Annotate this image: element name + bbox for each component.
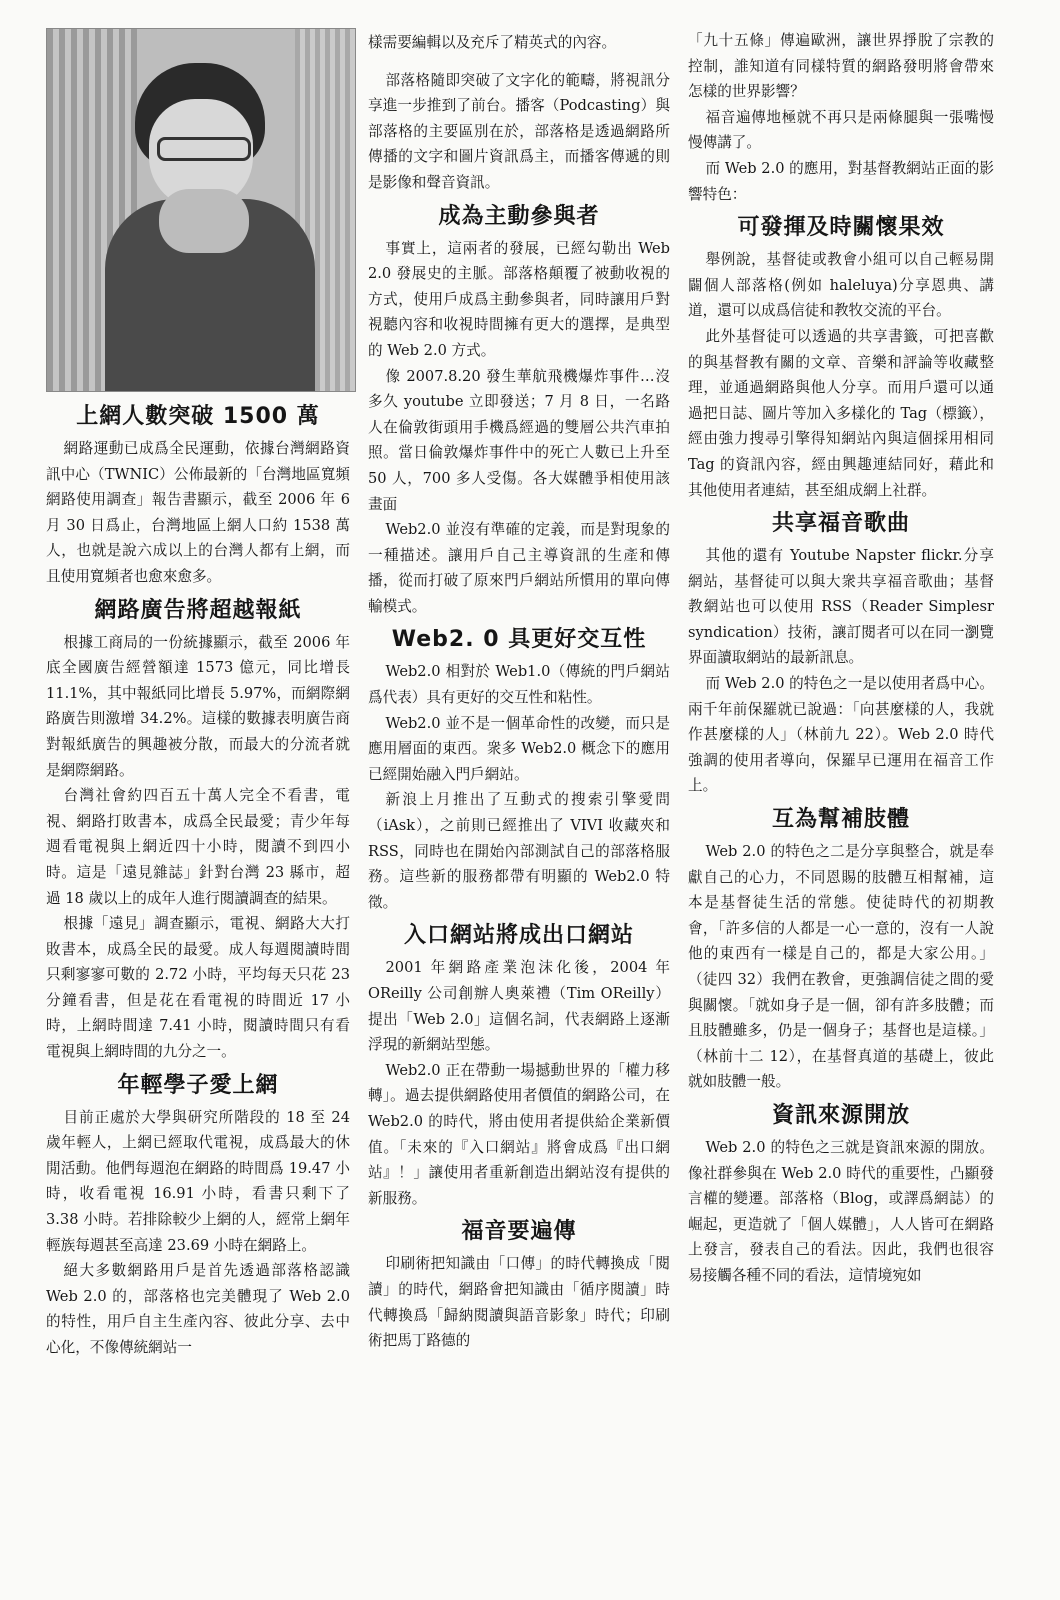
paragraph: 像 2007.8.20 發生華航飛機爆炸事件…沒多久 youtube 立即發送；7 月 8 日，一名路人在倫敦街頭用手機爲經過的雙層公共汽車拍照。當日倫敦爆炸事件中的死亡人數已上升至 50 人，700 多人受傷。各大媒體爭相使用該畫面 (368, 367, 670, 513)
paragraph: 2001 年網路產業泡沫化後，2004 年 OReilly 公司創辦人奧萊禮（Tim OReilly）提出「Web 2.0」這個名詞，代表網路上逐漸浮現的新網站型態。 (368, 959, 670, 1054)
section-heading: 資訊來源開放 (771, 1102, 910, 1128)
paragraph: 事實上，這兩者的發展，已經勾勒出 Web 2.0 發展史的主脈。部落格顛覆了被動收視的方式，使用戶成爲主動參與者，同時讓用戶對視聽內容和收視時間擁有更大的選擇，是典型的 Web 2.0 方式。 (368, 239, 670, 359)
paragraph: Web 2.0 的特色之二是分享與整合，就是奉獻自己的心力，不同恩賜的肢體互相幫補，這本是基督徒生活的常態。使徒時代的初期教會，「許多信的人都是一心一意的，沒有一人說他的東西有一樣是自己的，都是大家公用。」（徒四 32）我們在教會，更強調信徒之間的愛與關懷。「就如身子是一個，卻有許多肢體；而且肢體雖多，仍是一個身子；基督也是這樣。」（林前十二 12），在基督真道的基礎上，彼此就如肢體一般。 (688, 843, 994, 1091)
speaker-photo (46, 28, 356, 392)
paragraph: 印刷術把知識由「口傳」的時代轉換成「閱讀」的時代，網路會把知識由「循序閱讀」時代轉換爲「歸納閱讀與語音影象」時代；印刷術把馬丁路德的 (368, 1255, 670, 1350)
paragraph: Web2.0 相對於 Web1.0（傳統的門戶網站爲代表）具有更好的交互性和粘性。 (368, 663, 670, 707)
section-heading: 可發揮及時關懷果效 (737, 215, 945, 241)
paragraph: 目前正處於大學與研究所階段的 18 至 24 歲年輕人，上網已經取代電視，成爲最大的休閒活動。他們每週泡在網路的時間爲 19.47 小時，收看電視 16.91 小時，看書只剩下了 3.38 小時。若排除較少上網的人，經常上網年輕族每週甚至高達 23.69 小時在網路上。 (46, 1108, 350, 1254)
column-1 (46, 28, 350, 1361)
paragraph: 其他的還有 Youtube Napster flickr.分享網站，基督徒可以與大衆共享福音歌曲；基督教網站也可以使用 RSS（Reader Simplesr syndication）技術，讓訂閱者可以在同一瀏覽界面讀取網站的最新訊息。 (688, 547, 994, 667)
paragraph: 根據工商局的一份統據顯示，截至 2006 年底全國廣告經營額達 1573 億元，同比增長 11.1%，其中報紙同比增長 5.97%，而網際網路廣告則激增 34.2%。這樣的數據表明廣告商對報紙廣告的興趣被分散，而最大的分流者就是網際網路。 (46, 633, 350, 779)
paragraph: Web 2.0 的特色之三就是資訊來源的開放。像社群參與在 Web 2.0 時代的重要性，凸顯發言權的變遷。部落格（Blog，或譯爲網誌）的崛起，更造就了「個人媒體」，人人皆可在網路上發言，發表自己的看法。因此，我們也很容易接觸各種不同的看法，這情境宛如 (688, 1138, 994, 1284)
paragraph: 絕大多數網路用戶是首先透過部落格認識 Web 2.0 的，部落格也完美體現了 Web 2.0 的特性，用戶自主生產內容、彼此分享、去中心化，不像傳統網站一 (46, 1262, 350, 1356)
paragraph: 此外基督徒可以透過的共享書籤，可把喜歡的與基督教有關的文章、音樂和評論等收藏整理，並通過網路與他人分享。而用戶還可以通過把日誌、圖片等加入多樣化的 Tag（標籤），經由強力搜尋引擎得知網站內與這個採用相同 Tag 的資訊內容，經由興趣連結同好，藉此和其他使用者連結，甚至組成網上社群。 (688, 327, 994, 499)
paragraph: 台灣社會約四百五十萬人完全不看書，電視、網路打敗書本，成爲全民最愛；青少年每週看電視與上網近四十小時，閱讀不到四小時。這是「遠見雜誌」針對台灣 23 縣市，超過 18 歲以上的成年人進行閱讀調查的結果。 (46, 787, 350, 907)
paragraph: Web2.0 正在帶動一場撼動世界的「權力移轉」。過去提供網路使用者價值的網路公司，在 Web2.0 的時代，將由使用者提供給企業新價值。「未來的『入口網站』將會成爲『出口網站』！」讓使用者重新創造出網站沒有提供的新服務。 (368, 1061, 670, 1207)
paragraph: 而 Web 2.0 的應用，對基督教網站正面的影響特色： (688, 159, 994, 203)
paragraph: 樣需要編輯以及充斥了精英式的內容。 (368, 34, 617, 51)
paragraph: 而 Web 2.0 的特色之一是以使用者爲中心。兩千年前保羅就已說過：「向甚麼樣的人，我就作甚麼樣的人」（林前九 22）。Web 2.0 時代強調的使用者導向，保羅早已運用在福音工作上。 (688, 675, 994, 795)
section-heading: 互為幫補肢體 (771, 807, 910, 833)
paragraph: 舉例說，基督徒或教會小組可以自己輕易開闢個人部落格(例如 haleluya)分享恩典、講道，還可以成爲信徒和教牧交流的平台。 (688, 251, 994, 320)
column-3 (688, 28, 994, 1289)
paragraph: 新浪上月推出了互動式的搜索引擎愛問（iAsk），之前則已經推出了 VIVI 收藏夾和 RSS，同時也在開始內部測試自己的部落格服務。這些新的服務都帶有明顯的 Web2.0 特徵。 (368, 791, 670, 911)
section-heading: 年輕學子愛上網 (117, 1072, 279, 1098)
paragraph: 「九十五條」傳遍歐洲，讓世界掙脫了宗教的控制，誰知道有同樣特質的網路發明將會帶來怎樣的世界影響？ (688, 32, 994, 101)
section-heading: 共享福音歌曲 (771, 511, 910, 537)
section-heading: 成為主動參與者 (438, 203, 600, 229)
column-2 (368, 30, 670, 1354)
paragraph: 根據「遠見」調查顯示，電視、網路大大打敗書本，成爲全民的最愛。成人每週閱讀時間只剩寥寥可數的 2.72 小時，平均每天只花 23 分鐘看書，但是花在看電視的時間近 17 小時，上網時間達 7.41 小時，閱讀時間只有看電視與上網時間的九分之一。 (46, 915, 350, 1061)
paragraph: Web2.0 並不是一個革命性的改變，而只是應用層面的東西。衆多 Web2.0 概念下的應用已經開始融入門戶網站。 (368, 714, 670, 783)
paragraph: Web2.0 並沒有準確的定義，而是對現象的一種描述。讓用戶自己主導資訊的生產和傳播，從而打破了原來門戶網站所慣用的單向傳輸模式。 (368, 521, 670, 615)
section-heading: 福音要遍傳 (461, 1219, 577, 1245)
section-heading: 上網人數突破 1500 萬 (76, 404, 320, 429)
paragraph: 福音遍傳地極就不再只是兩條腿與一張嘴慢慢傳講了。 (688, 108, 994, 152)
section-heading: 入口網站將成出口網站 (403, 923, 634, 949)
paragraph: 網路運動已成爲全民運動，依據台灣網路資訊中心（TWNIC）公佈最新的「台灣地區寬頻網路使用調查」報告書顯示，截至 2006 年 6 月 30 日爲止，台灣地區上網人口約 1538 萬人，也就是說六成以上的台灣人都有上網，而且使用寬頻者也愈來愈多。 (46, 440, 350, 585)
section-heading: Web2. 0 具更好交互性 (391, 627, 647, 653)
paragraph: 部落格隨即突破了文字化的範疇，將視訊分享進一步推到了前台。播客（Podcasting）與部落格的主要區別在於，部落格是透過網路所傳播的文字和圖片資訊爲主，而播客傳遞的則是影像和聲音資訊。 (368, 71, 670, 191)
section-heading: 網路廣告將超越報紙 (94, 597, 302, 623)
